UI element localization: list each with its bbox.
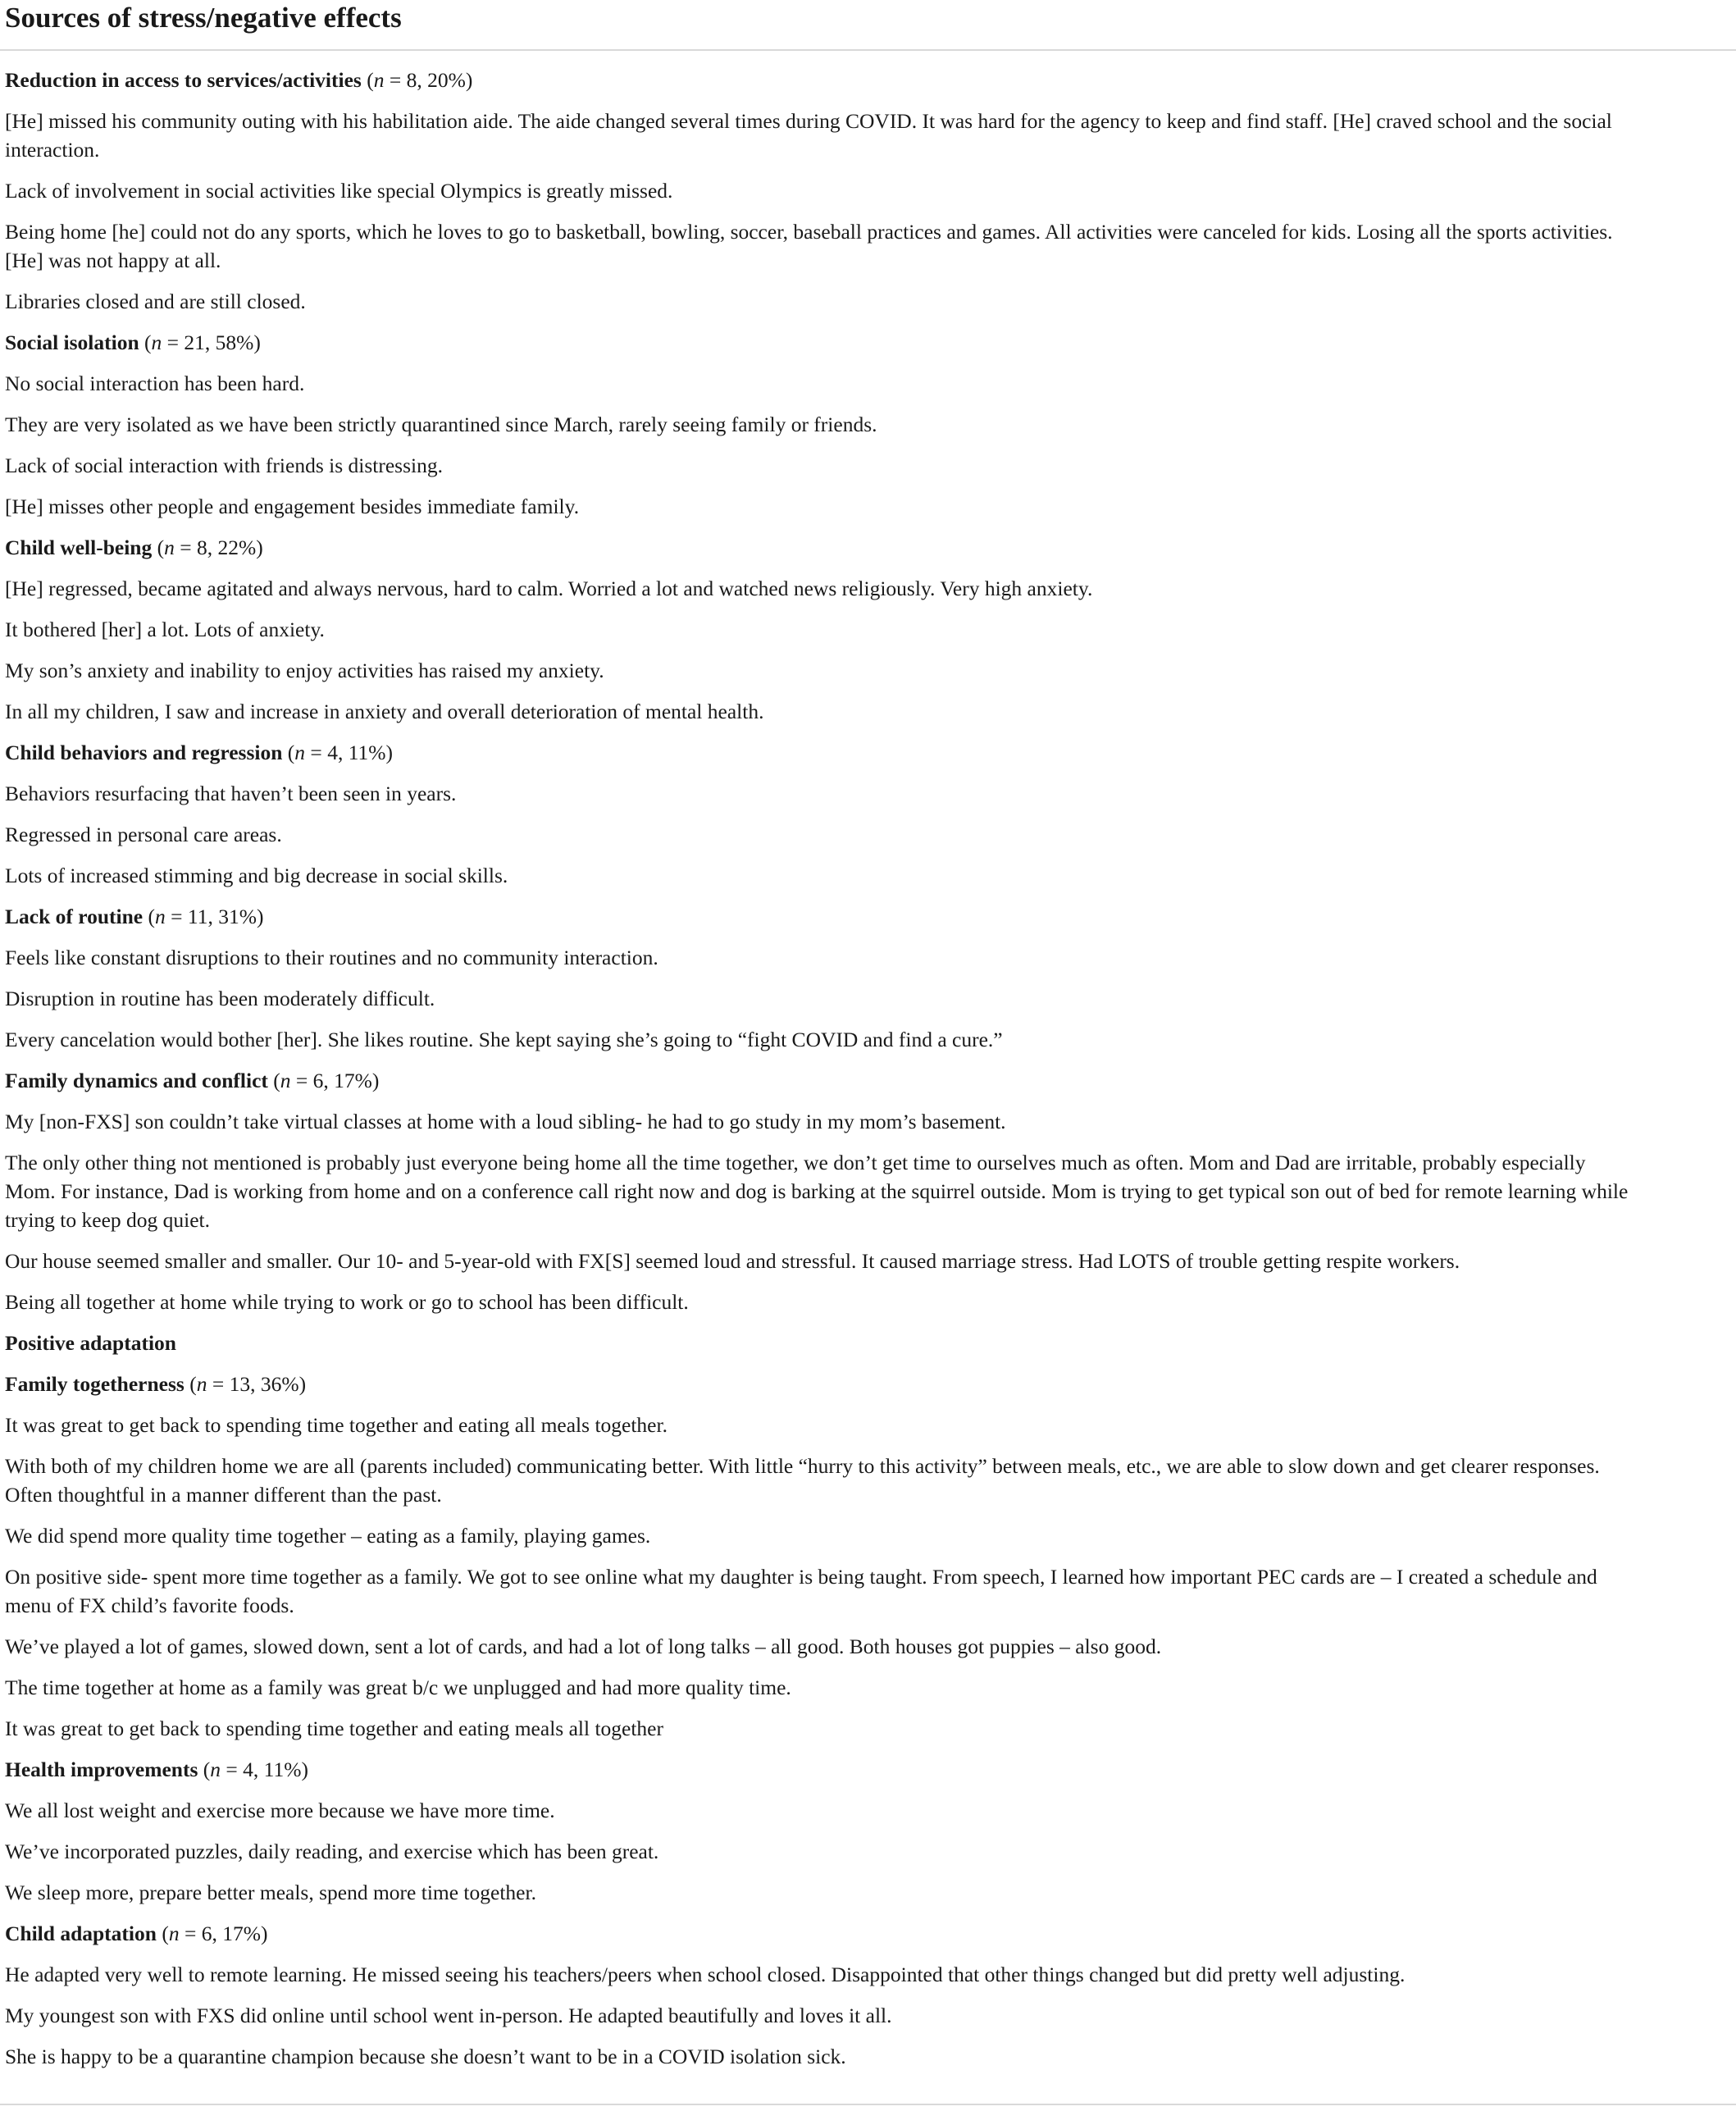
category-name: Family dynamics and conflict (5, 1069, 268, 1092)
quote-row: My son’s anxiety and inability to enjoy activities has raised my anxiety. (5, 659, 604, 682)
category-n: 6 (312, 1069, 324, 1092)
category-percent: 20% (427, 68, 466, 92)
table-title: Sources of stress/negative effects (5, 2, 402, 34)
category-name: Health improvements (5, 1758, 198, 1781)
top-divider (0, 49, 1736, 51)
quote-row: Being home [he] could not do any sports, which he loves to go to basketball, bowling, soccer, baseball practices and games. All activities were canceled for kids. Losing all the sports activities. [He] was not happy at all. (5, 220, 1613, 272)
category-name: Social isolation (5, 331, 139, 354)
category-n: 13 (229, 1372, 251, 1396)
quote-row: Behaviors resurfacing that haven’t been seen in years. (5, 782, 457, 805)
category-n: 8 (406, 68, 417, 92)
quote-row: Lots of increased stimming and big decrease in social skills. (5, 864, 508, 887)
category-percent: 17% (222, 1922, 261, 1945)
quote-row: It was great to get back to spending time together and eating meals all together (5, 1717, 663, 1740)
table-body (5, 66, 1637, 2083)
quote-row: With both of my children home we are all (parents included) communicating better. With little “hurry to this activity” between meals, etc., we are able to slow down and get clearer responses. Often thoughtful in a manner different than the past. (5, 1454, 1600, 1507)
category-percent: 22% (217, 536, 257, 559)
category-n: 4 (327, 741, 338, 764)
category-heading (5, 1066, 1637, 1095)
category-n: 11 (187, 905, 208, 928)
category-count: (n = 8, 20%) (361, 68, 473, 92)
quote-row: Every cancelation would bother [her]. She likes routine. She kept saying she’s going to “fight COVID and find a cure.” (5, 1028, 1003, 1051)
category-name: Lack of routine (5, 905, 144, 928)
category-heading (5, 66, 1637, 94)
quote-row: On positive side- spent more time together as a family. We got to see online what my daughter is being taught. From speech, I learned how important PEC cards are – I created a schedule and menu of FX child’s favorite foods. (5, 1565, 1597, 1617)
category-count: (n = 11, 31%) (143, 905, 264, 928)
quote-row: [He] missed his community outing with his habilitation aide. The aide changed several times during COVID. It was hard for the agency to keep and find staff. [He] craved school and the social interaction. (5, 109, 1612, 162)
quote-row: Lack of involvement in social activities like special Olympics is greatly missed. (5, 179, 673, 203)
category-heading (5, 328, 1637, 357)
category-n: 8 (197, 536, 207, 559)
quote-row: No social interaction has been hard. (5, 372, 305, 395)
quote-row: It bothered [her] a lot. Lots of anxiety. (5, 618, 325, 641)
quote-row: In all my children, I saw and increase in anxiety and overall deterioration of mental health. (5, 700, 764, 723)
quote-row: Feels like constant disruptions to their routines and no community interaction. (5, 946, 658, 969)
quote-row: We all lost weight and exercise more because we have more time. (5, 1799, 555, 1822)
quote-row: Disruption in routine has been moderately difficult. (5, 987, 435, 1010)
category-count: (n = 13, 36%) (184, 1372, 307, 1396)
quote-row: [He] misses other people and engagement besides immediate family. (5, 495, 580, 518)
category-count: (n = 8, 22%) (152, 536, 263, 559)
category-percent: 31% (218, 905, 257, 928)
category-heading (5, 738, 1637, 767)
quote-row: It was great to get back to spending time together and eating all meals together. (5, 1413, 668, 1437)
category-count: (n = 4, 11%) (198, 1758, 308, 1781)
quote-row: [He] regressed, became agitated and always nervous, hard to calm. Worried a lot and watched news religiously. Very high anxiety. (5, 577, 1093, 600)
category-percent: 17% (334, 1069, 372, 1092)
quote-row: The time together at home as a family was great b/c we unplugged and had more quality time. (5, 1676, 791, 1699)
quote-row: The only other thing not mentioned is probably just everyone being home all the time together, we don’t get time to ourselves much as often. Mom and Dad are irritable, probably especially Mom. For instance, Dad is working from home and on a conference call right now and dog is barking at the squirrel outside. Mom is trying to get typical son out of bed for remote learning while trying to keep dog quiet. (5, 1151, 1629, 1232)
section-heading: Positive adaptation (5, 1331, 176, 1355)
category-name: Reduction in access to services/activities (5, 68, 362, 92)
category-percent: 11% (263, 1758, 302, 1781)
category-name: Child well-being (5, 536, 153, 559)
bottom-divider (0, 2104, 1736, 2105)
category-name: Child behaviors and regression (5, 741, 283, 764)
category-n: 21 (184, 331, 205, 354)
quote-row: Being all together at home while trying to work or go to school has been difficult. (5, 1290, 689, 1314)
category-name: Family togetherness (5, 1372, 185, 1396)
quote-row: Libraries closed and are still closed. (5, 290, 306, 313)
category-name: Child adaptation (5, 1922, 157, 1945)
category-count: (n = 21, 58%) (139, 331, 261, 354)
category-percent: 58% (215, 331, 254, 354)
quote-row: Lack of social interaction with friends is distressing. (5, 454, 443, 477)
quote-row: My youngest son with FXS did online until school went in-person. He adapted beautifully and loves it all. (5, 2004, 892, 2027)
category-count: (n = 6, 17%) (156, 1922, 268, 1945)
quote-row: We did spend more quality time together – eating as a family, playing games. (5, 1524, 651, 1548)
category-count: (n = 6, 17%) (267, 1069, 380, 1092)
category-heading (5, 1919, 1637, 1948)
category-percent: 11% (348, 741, 386, 764)
quote-row: She is happy to be a quarantine champion because she doesn’t want to be in a COVID isolation sick. (5, 2045, 846, 2068)
category-percent: 36% (260, 1372, 299, 1396)
quote-row: He adapted very well to remote learning. He missed seeing his teachers/peers when school closed. Disappointed that other things changed but did pretty well adjusting. (5, 1963, 1406, 1986)
quote-row: We’ve played a lot of games, slowed down, sent a lot of cards, and had a lot of long talks – all good. Both houses got puppies – also good. (5, 1635, 1162, 1658)
quote-row: Regressed in personal care areas. (5, 823, 282, 846)
quote-row: We’ve incorporated puzzles, daily reading, and exercise which has been great. (5, 1840, 659, 1863)
category-heading (5, 1755, 1637, 1784)
category-n: 4 (243, 1758, 253, 1781)
quote-row: Our house seemed smaller and smaller. Our 10- and 5-year-old with FX[S] seemed loud and stressful. It caused marriage stress. Had LOTS of trouble getting respite workers. (5, 1249, 1460, 1273)
category-heading (5, 902, 1637, 931)
quote-row: We sleep more, prepare better meals, spend more time together. (5, 1881, 536, 1904)
category-heading (5, 1370, 1637, 1398)
quote-row: They are very isolated as we have been strictly quarantined since March, rarely seeing family or friends. (5, 413, 877, 436)
category-count: (n = 4, 11%) (282, 741, 393, 764)
category-n: 6 (201, 1922, 212, 1945)
quote-row: My [non-FXS] son couldn’t take virtual classes at home with a loud sibling- he had to go study in my mom’s basement. (5, 1110, 1006, 1133)
category-heading (5, 533, 1637, 562)
